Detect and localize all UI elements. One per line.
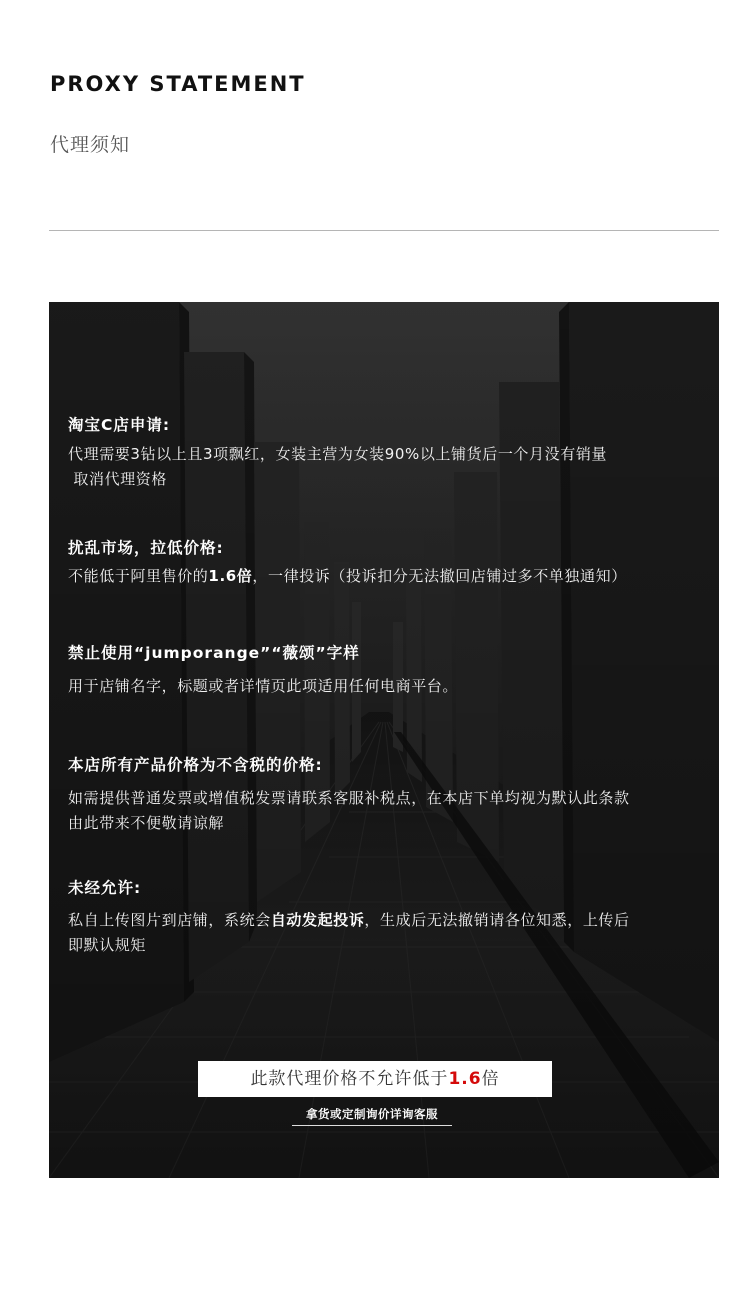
section-title-tax: 本店所有产品价格为不含税的价格: [68,756,323,774]
section-title-unauthorized: 未经允许: [68,879,142,897]
text-bold: 自动发起投诉 [270,911,365,929]
section-text-market [68,564,716,589]
price-notice-box [198,1061,552,1097]
notice-text-suffix: 倍 [481,1069,500,1089]
text-line: 代理需要3钻以上且3项飘红，女装主营为女装90%以上铺货后一个月没有销量 [68,445,608,463]
text-part: 私自上传图片到店铺，系统会 [68,911,271,929]
page-title: PROXY STATEMENT [50,72,306,96]
section-text-brand-words: 用于店铺名字，标题或者详情页此项适用任何电商平台。 [68,677,459,695]
section-title-market: 扰乱市场，拉低价格: [68,539,224,557]
text-line: 由此带来不便敬请谅解 [68,814,225,832]
text-part: 不能低于阿里售价的 [68,567,209,585]
notice-panel [49,302,719,1178]
text-line: 如需提供普通发票或增值税发票请联系客服补税点，在本店下单均视为默认此条款 [68,789,630,807]
text-line: 取消代理资格 [68,470,167,488]
section-text-tax [68,786,716,836]
page-subtitle: 代理须知 [50,134,131,156]
text-line: 即默认规矩 [68,936,147,954]
text-part: ，一律投诉（投诉扣分无法撤回店铺过多不单独通知） [252,567,627,585]
divider [49,230,719,231]
section-title-brand-words: 禁止使用“jumporange”“薇颂”字样 [68,644,360,662]
section-title-c-store: 淘宝C店申请: [68,416,171,434]
contact-service-link[interactable]: 拿货或定制询价详询客服 [292,1106,452,1126]
section-text-c-store [68,442,716,492]
text-bold: 1.6倍 [208,567,253,585]
text-part: ，生成后无法撤销请各位知悉，上传后 [364,911,630,929]
notice-highlight: 1.6 [448,1069,482,1089]
section-text-unauthorized [68,908,716,958]
notice-text: 此款代理价格不允许低于 [250,1069,449,1089]
